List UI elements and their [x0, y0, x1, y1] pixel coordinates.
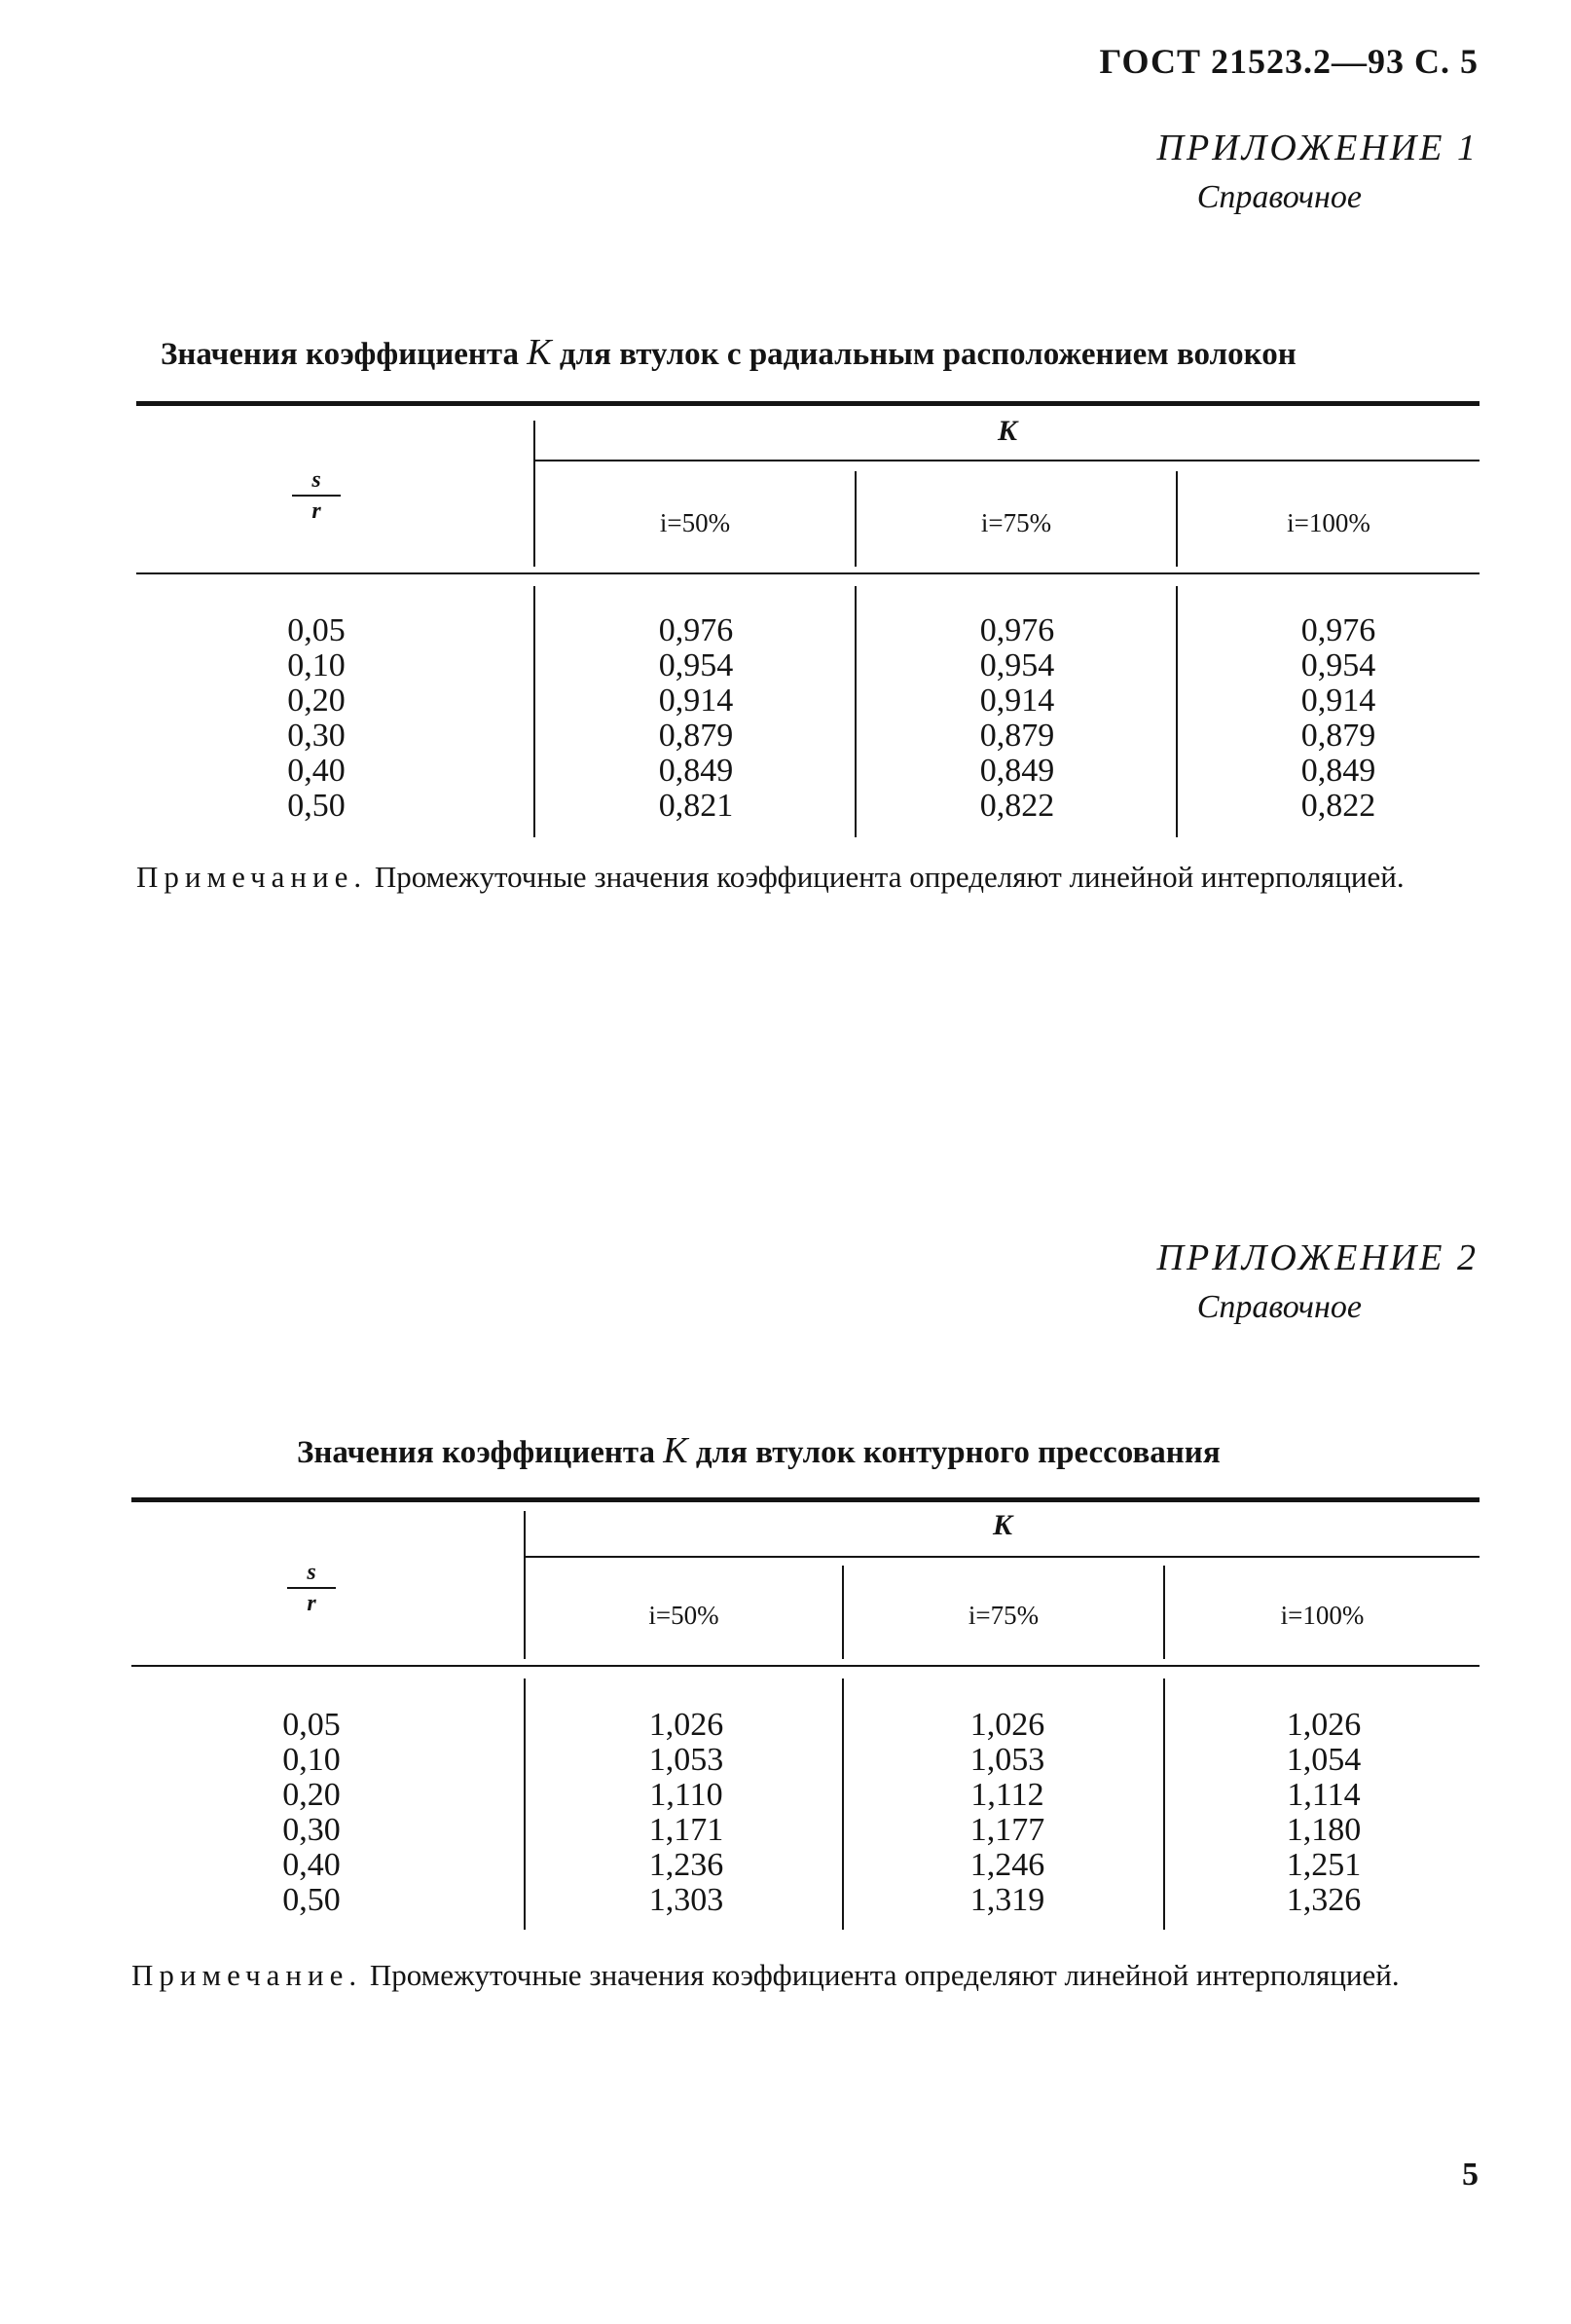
- table-2-title-prefix: Значения коэффициента: [297, 1435, 656, 1470]
- table-1-col-3-values: [1256, 613, 1421, 824]
- table-1-cell: 0,849: [979, 753, 1055, 789]
- table-1-k-header: K: [997, 415, 1017, 447]
- table-1-vline-body-3: [1176, 586, 1178, 837]
- table-1-col-2-values: [934, 613, 1100, 824]
- table-1-row-label: 0,50: [287, 788, 346, 824]
- table-1-cell: 0,954: [1300, 647, 1376, 683]
- table-2-col-head-2: i=75%: [968, 1601, 1040, 1630]
- table-2-title-k: K: [663, 1430, 688, 1471]
- appendix-2-heading: [1157, 1236, 1479, 1326]
- table-2-cell: 1,236: [648, 1847, 724, 1883]
- fraction-numerator: s: [311, 467, 321, 493]
- table-2-cell: 1,180: [1286, 1812, 1362, 1848]
- appendix-1-title: ПРИЛОЖЕНИЕ 1: [1156, 128, 1479, 168]
- table-1-col-1-values: [613, 613, 779, 824]
- table-1-row-label: 0,10: [287, 647, 346, 683]
- table-2-cell: 1,110: [649, 1777, 723, 1813]
- table-2-cell: 1,319: [969, 1882, 1045, 1918]
- table-1: [136, 401, 1480, 839]
- note-label: Примечание.: [136, 860, 368, 894]
- table-1-row-label: 0,20: [287, 682, 346, 719]
- table-2-cell: 1,177: [969, 1812, 1045, 1848]
- table-2-cell: 1,114: [1287, 1777, 1361, 1813]
- table-1-cell: 0,954: [979, 647, 1055, 683]
- table-1-cell: 0,879: [1300, 718, 1376, 754]
- table-2-note: [131, 1957, 1480, 1994]
- table-2-row-label: 0,50: [282, 1882, 341, 1918]
- fraction-denominator: r: [311, 498, 321, 524]
- table-1-title-prefix: Значения коэффициента: [161, 337, 520, 372]
- table-1-note: [136, 859, 1480, 896]
- table-2-col-2-values: [925, 1708, 1090, 1918]
- table-1-col-head-1: i=50%: [659, 508, 731, 537]
- table-2-cell: 1,246: [969, 1847, 1045, 1883]
- fraction-numerator: s: [307, 1560, 316, 1585]
- table-1-group-rule: [535, 460, 1480, 461]
- table-2-col-head-3: i=100%: [1280, 1601, 1365, 1630]
- table-2-cell: 1,053: [648, 1742, 724, 1778]
- table-2-vline-body-2: [842, 1678, 844, 1930]
- table-2: [131, 1497, 1480, 1936]
- appendix-1-subtitle: Справочное: [1196, 179, 1362, 215]
- table-2-header-rule: [131, 1665, 1480, 1667]
- fraction-bar: [292, 495, 341, 497]
- table-1-cell: 0,822: [979, 788, 1055, 824]
- table-1-col-head-3: i=100%: [1287, 508, 1370, 537]
- fraction-bar: [287, 1587, 336, 1589]
- table-1-cell: 0,976: [979, 612, 1055, 648]
- page-number: 5: [1462, 2157, 1479, 2193]
- table-1-col-head-2: i=75%: [980, 508, 1052, 537]
- table-2-cell: 1,053: [969, 1742, 1045, 1778]
- table-2-k-header: K: [992, 1509, 1012, 1541]
- table-2-row-header: [287, 1560, 336, 1616]
- table-1-row-header: [292, 467, 341, 524]
- table-1-cell: 0,914: [1300, 682, 1376, 719]
- note-text: Промежуточные значения коэффициента определяют линейной интерполяцией.: [369, 1958, 1400, 1992]
- note-label: Примечание.: [131, 1958, 363, 1992]
- table-1-cell: 0,914: [979, 682, 1055, 719]
- table-2-row-label: 0,40: [282, 1847, 341, 1883]
- table-1-vline-body-2: [855, 586, 857, 837]
- table-2-row-values: [229, 1708, 394, 1918]
- table-2-cell: 1,026: [1286, 1707, 1362, 1743]
- table-2-cell: 1,026: [648, 1707, 724, 1743]
- table-1-cell: 0,976: [658, 612, 734, 648]
- table-2-cell: 1,171: [648, 1812, 724, 1848]
- table-2-col-3-values: [1241, 1708, 1407, 1918]
- table-1-row-label: 0,30: [287, 718, 346, 754]
- table-2-cell: 1,054: [1286, 1742, 1362, 1778]
- table-2-cell: 1,112: [970, 1777, 1044, 1813]
- note-text: Промежуточные значения коэффициента определяют линейной интерполяцией.: [374, 860, 1405, 894]
- table-1-row-label: 0,40: [287, 753, 346, 789]
- table-2-cell: 1,026: [969, 1707, 1045, 1743]
- appendix-2-subtitle: Справочное: [1196, 1289, 1362, 1325]
- table-2-col-head-1: i=50%: [648, 1601, 719, 1630]
- running-header: ГОСТ 21523.2—93 С. 5: [1099, 42, 1479, 81]
- table-1-cell: 0,879: [658, 718, 734, 754]
- table-1-cell: 0,976: [1300, 612, 1376, 648]
- table-1-row-values: [234, 613, 399, 824]
- table-1-cell: 0,849: [1300, 753, 1376, 789]
- appendix-2-title: ПРИЛОЖЕНИЕ 2: [1156, 1237, 1479, 1278]
- table-1-top-rule: [136, 401, 1480, 406]
- table-2-vline-body-3: [1163, 1678, 1165, 1930]
- table-1-title-suffix: для втулок с радиальным расположением волокон: [559, 337, 1297, 372]
- table-1-cell: 0,914: [658, 682, 734, 719]
- table-2-row-label: 0,05: [282, 1707, 341, 1743]
- table-2-title-suffix: для втулок контурного прессования: [695, 1435, 1221, 1470]
- table-2-group-rule: [526, 1556, 1480, 1558]
- table-2-vline-body-1: [524, 1678, 526, 1930]
- table-1-vline-body-1: [533, 586, 535, 837]
- table-2-cell: 1,251: [1286, 1847, 1362, 1883]
- table-2-row-label: 0,20: [282, 1777, 341, 1813]
- table-1-cell: 0,822: [1300, 788, 1376, 824]
- table-2-top-rule: [131, 1497, 1480, 1502]
- table-2-col-1-values: [603, 1708, 769, 1918]
- table-1-cell: 0,821: [658, 788, 734, 824]
- table-2-cell: 1,303: [648, 1882, 724, 1918]
- table-1-cell: 0,954: [658, 647, 734, 683]
- appendix-1-heading: [1157, 127, 1479, 216]
- table-1-title: [161, 331, 1297, 374]
- table-2-row-label: 0,10: [282, 1742, 341, 1778]
- table-2-row-label: 0,30: [282, 1812, 341, 1848]
- table-2-cell: 1,326: [1286, 1882, 1362, 1918]
- table-1-row-label: 0,05: [287, 612, 346, 648]
- table-1-header-rule: [136, 572, 1480, 574]
- table-1-title-k: K: [527, 332, 552, 373]
- table-2-title: [297, 1429, 1221, 1472]
- table-1-cell: 0,879: [979, 718, 1055, 754]
- fraction-denominator: r: [307, 1591, 316, 1616]
- table-1-cell: 0,849: [658, 753, 734, 789]
